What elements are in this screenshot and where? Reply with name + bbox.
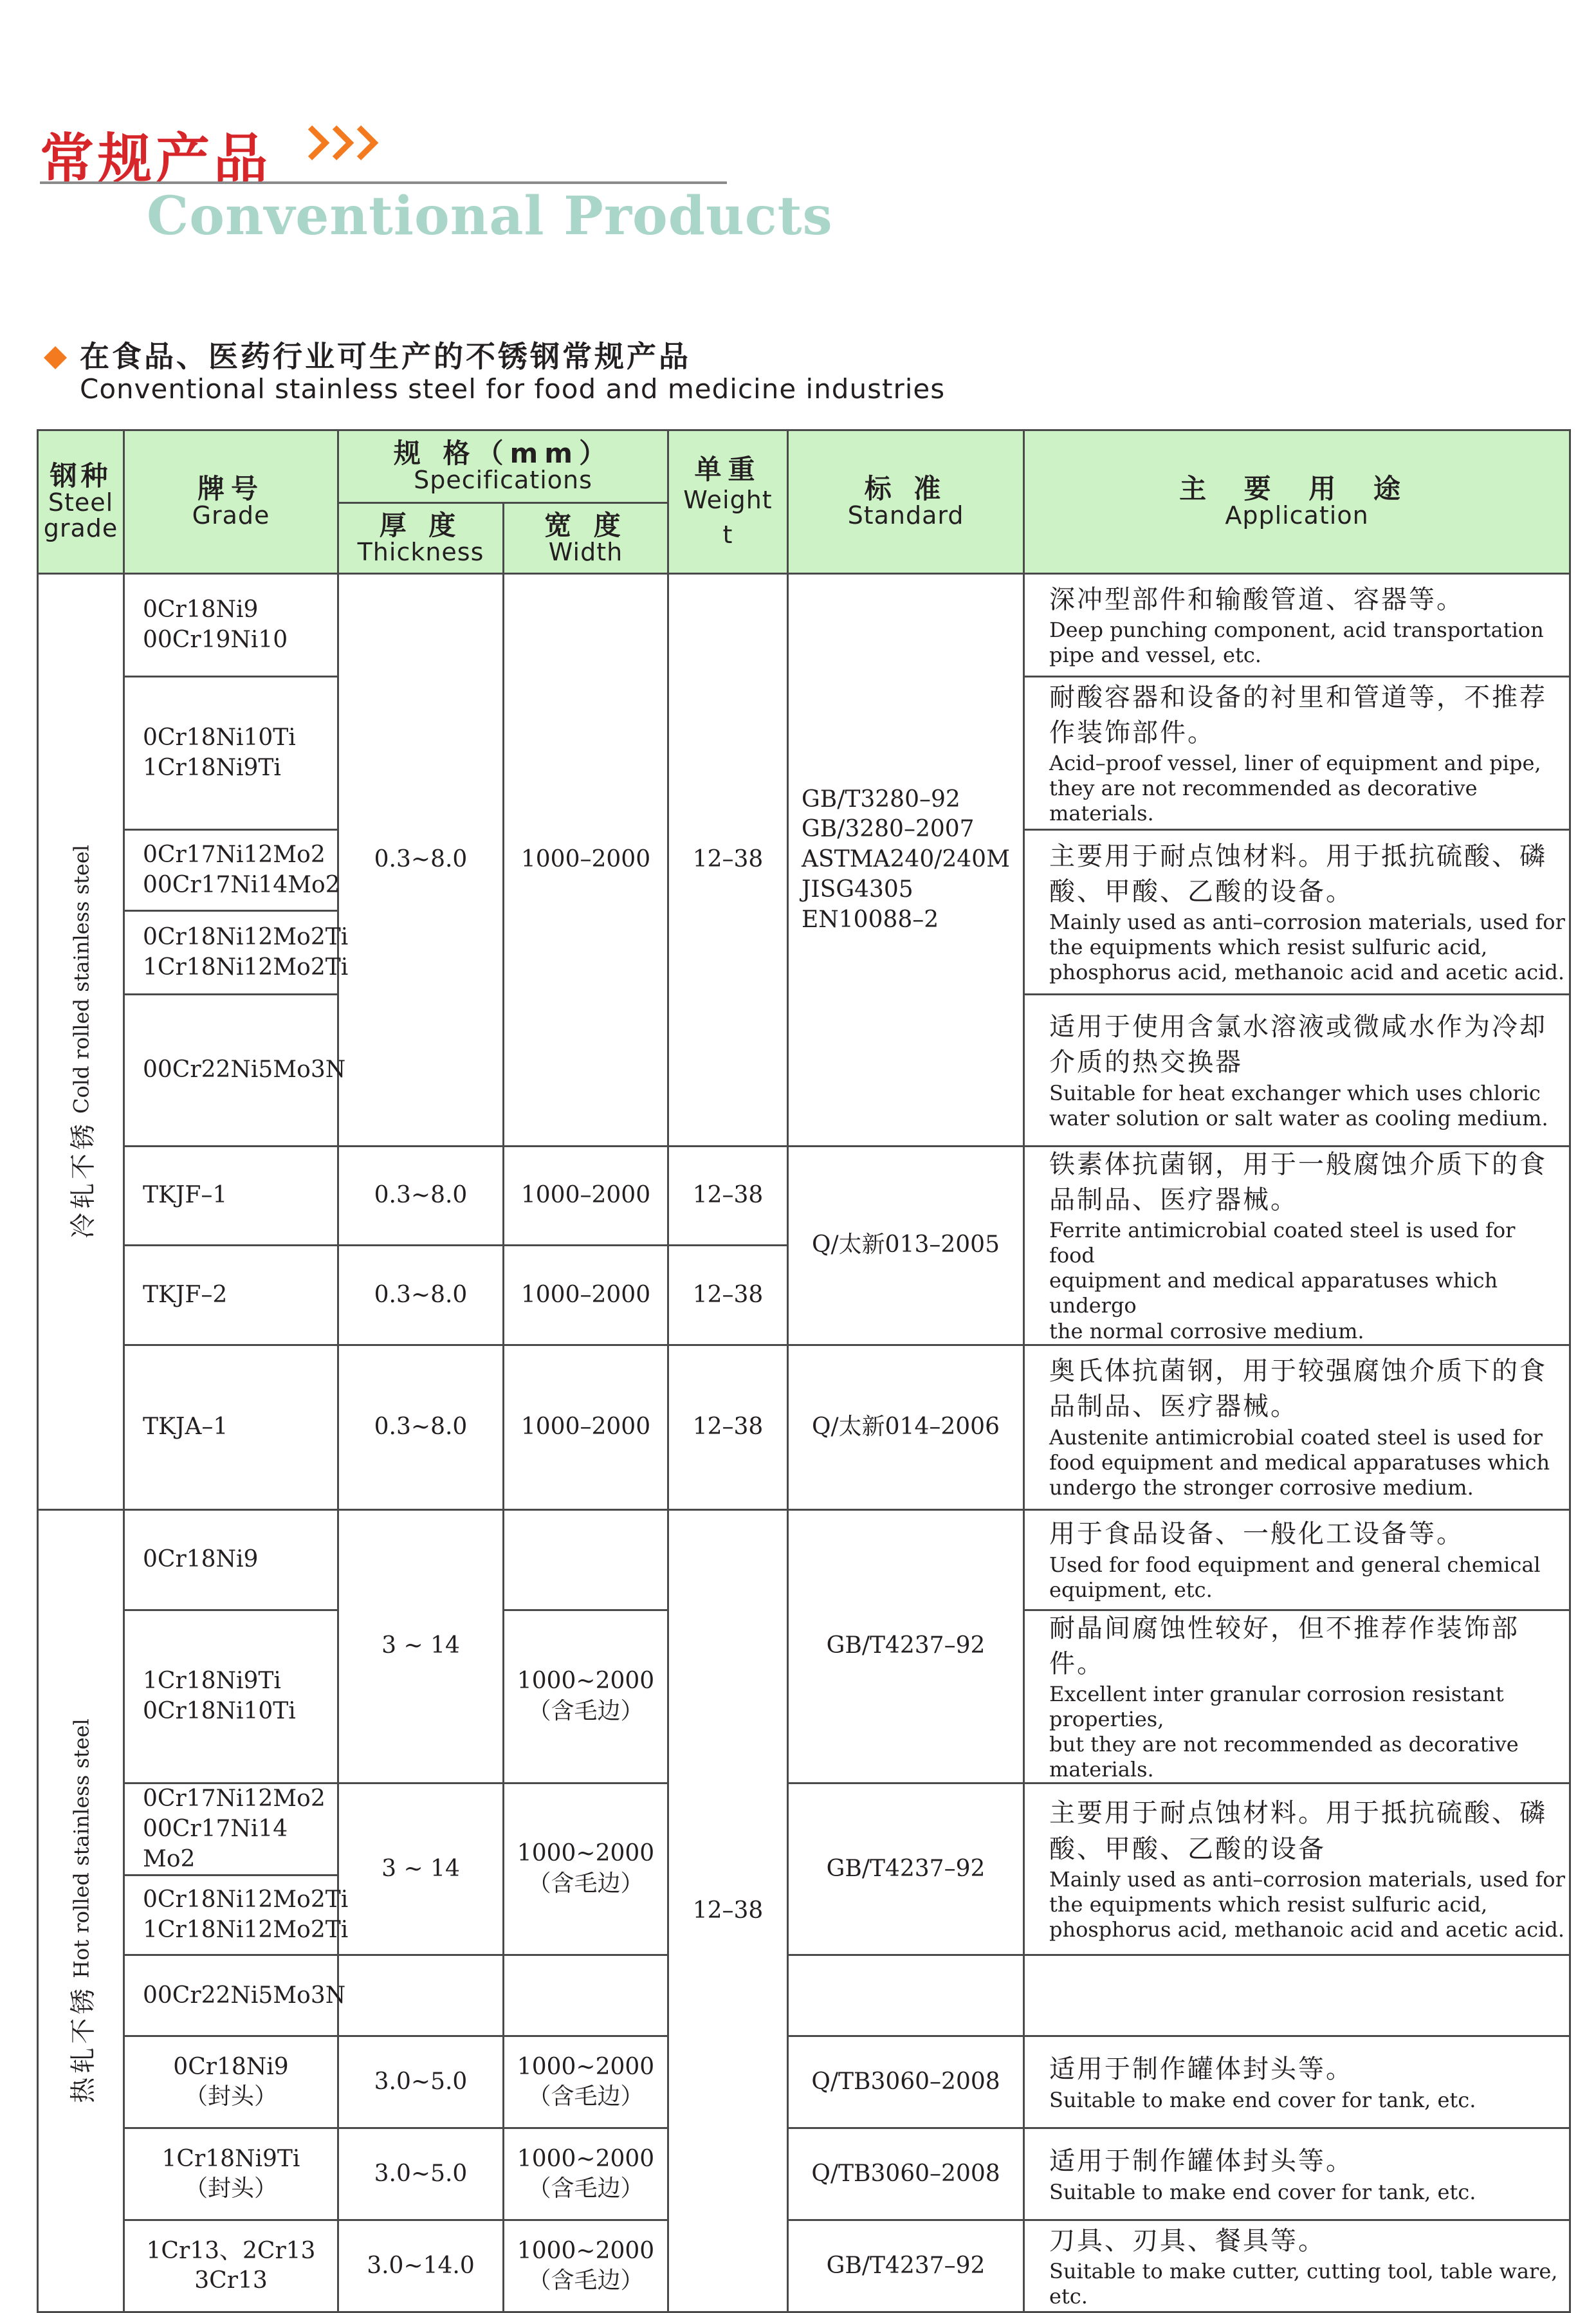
diamond-icon xyxy=(42,345,68,371)
standard-cell: GB/T4237–92 xyxy=(788,2220,1024,2312)
standard-cell: Q/TB3060–2008 xyxy=(788,2036,1024,2128)
thickness-cell: 3 ~ 14 xyxy=(338,1509,504,1783)
page-title-chinese: 常规产品 xyxy=(40,127,272,190)
table-row xyxy=(38,2036,1570,2128)
grade-cell: 0Cr18Ni9 00Cr19Ni10 xyxy=(124,574,338,677)
application-cell: 刀具、刃具、餐具等。 Suitable to make cutter, cutting tool, table ware, etc. xyxy=(1024,2220,1570,2312)
steel-type-hot: 热轧不锈 Hot rolled stainless steel xyxy=(38,1509,124,2312)
width-cell: 1000~2000 （含毛边） xyxy=(504,2036,668,2128)
application-cell: 适用于使用含氯水溶液或微咸水作为冷却 介质的热交换器 Suitable for heat exchanger which uses chloric water solution or salt water as cooling medium. xyxy=(1024,995,1570,1147)
grade-cell: 0Cr18Ni12Mo2Ti 1Cr18Ni12Mo2Ti xyxy=(124,1875,338,1955)
table-row xyxy=(38,2220,1570,2312)
chevron-right-triple-icon xyxy=(307,122,385,163)
width-cell: 1000–2000 xyxy=(504,1345,668,1509)
width-cell: 1000–2000 xyxy=(504,1246,668,1345)
grade-cell: 0Cr18Ni9 （封头） xyxy=(124,2036,338,2128)
thickness-cell: 0.3~8.0 xyxy=(338,1246,504,1345)
width-cell xyxy=(504,1955,668,2036)
table-row xyxy=(38,1147,1570,1246)
width-cell: 1000~2000 （含毛边） xyxy=(504,1610,668,1783)
application-cell: 耐酸容器和设备的衬里和管道等，不推荐 作装饰部件。 Acid–proof vessel, liner of equipment and pipe, they are not recommended as decorative materials. xyxy=(1024,677,1570,830)
grade-cell: 1Cr13、2Cr13 3Cr13 xyxy=(124,2220,338,2312)
standard-cell: Q/TB3060–2008 xyxy=(788,2128,1024,2220)
width-cell: 1000~2000 （含毛边） xyxy=(504,2128,668,2220)
grade-cell: 1Cr18Ni9Ti 0Cr18Ni10Ti xyxy=(124,1610,338,1783)
table-row xyxy=(38,1509,1570,1610)
application-cell: 用于食品设备、一般化工设备等。 Used for food equipment and general chemical equipment, etc. xyxy=(1024,1509,1570,1610)
grade-cell: 00Cr22Ni5Mo3N xyxy=(124,1955,338,2036)
width-cell xyxy=(504,1509,668,1610)
thickness-cell: 0.3~8.0 xyxy=(338,1345,504,1509)
standard-cell xyxy=(788,1955,1024,2036)
grade-cell: 0Cr17Ni12Mo2 00Cr17Ni14 Mo2 xyxy=(124,1783,338,1875)
thickness-cell xyxy=(338,1955,504,2036)
weight-cell: 12–38 xyxy=(668,1509,788,2312)
thickness-cell: 0.3~8.0 xyxy=(338,1147,504,1246)
header-width: 宽 度 Width xyxy=(504,503,668,574)
grade-cell: 0Cr18Ni12Mo2Ti 1Cr18Ni12Mo2Ti xyxy=(124,911,338,995)
header-standard: 标 准 Standard xyxy=(788,430,1024,574)
table-row xyxy=(38,574,1570,677)
width-cell: 1000–2000 xyxy=(504,574,668,1147)
standard-cell: GB/T4237–92 xyxy=(788,1783,1024,1955)
standard-cell: GB/T4237–92 xyxy=(788,1509,1024,1783)
application-cell: 深冲型部件和输酸管道、容器等。 Deep punching component, acid transportation pipe and vessel, etc. xyxy=(1024,574,1570,677)
width-cell: 1000~2000 （含毛边） xyxy=(504,1783,668,1955)
steel-type-cold: 冷轧不锈 Cold rolled stainless steel xyxy=(38,574,124,1510)
weight-cell: 12–38 xyxy=(668,574,788,1147)
grade-cell: 0Cr18Ni10Ti 1Cr18Ni9Ti xyxy=(124,677,338,830)
grade-cell: 0Cr17Ni12Mo2 00Cr17Ni14Mo2 xyxy=(124,830,338,911)
width-cell: 1000~2000 （含毛边） xyxy=(504,2220,668,2312)
standard-cell: Q/太新013–2005 xyxy=(788,1147,1024,1345)
page-title-english: Conventional Products xyxy=(147,185,833,247)
application-cell: 主要用于耐点蚀材料。用于抵抗硫酸、磷 酸、甲酸、乙酸的设备。 Mainly used as anti–corrosion materials, used for the equipments which resist sulfuric acid, phosphorus acid, methanoic acid and acetic acid. xyxy=(1024,830,1570,995)
thickness-cell: 3.0~14.0 xyxy=(338,2220,504,2312)
header-application: 主 要 用 途 Application xyxy=(1024,430,1570,574)
grade-cell: TKJA–1 xyxy=(124,1345,338,1509)
weight-cell: 12–38 xyxy=(668,1345,788,1509)
product-table xyxy=(37,429,1571,2313)
table-row xyxy=(38,2128,1570,2220)
grade-cell: TKJF–2 xyxy=(124,1246,338,1345)
header-grade: 牌号 Grade xyxy=(124,430,338,574)
header-specifications: 规 格（mm） Specifications xyxy=(338,430,668,503)
weight-cell: 12–38 xyxy=(668,1246,788,1345)
table-row xyxy=(38,1955,1570,2036)
application-cell: 主要用于耐点蚀材料。用于抵抗硫酸、磷 酸、甲酸、乙酸的设备 Mainly used as anti–corrosion materials, used for the equipments which resist sulfuric acid, phosphorus acid, methanoic acid and acetic acid. xyxy=(1024,1783,1570,1955)
section-heading-chinese: 在食品、医药行业可生产的不锈钢常规产品 xyxy=(80,339,691,374)
header-thickness: 厚 度 Thickness xyxy=(338,503,504,574)
grade-cell: 1Cr18Ni9Ti （封头） xyxy=(124,2128,338,2220)
application-cell: 适用于制作罐体封头等。 Suitable to make end cover for tank, etc. xyxy=(1024,2128,1570,2220)
header-weight: 单重 Weight t xyxy=(668,430,788,574)
application-cell: 铁素体抗菌钢，用于一般腐蚀介质下的食 品制品、医疗器械。 Ferrite antimicrobial coated steel is used for food equipment and medical apparatuses which undergo the normal corrosive medium. xyxy=(1024,1147,1570,1345)
section-heading-english: Conventional stainless steel for food and medicine industries xyxy=(80,373,946,405)
title-divider xyxy=(40,181,727,184)
application-cell xyxy=(1024,1955,1570,2036)
application-cell: 耐晶间腐蚀性较好，但不推荐作装饰部件。 Excellent inter granular corrosion resistant properties, but they are not recommended as decorative materials. xyxy=(1024,1610,1570,1783)
thickness-cell: 0.3~8.0 xyxy=(338,574,504,1147)
weight-cell: 12–38 xyxy=(668,1147,788,1246)
thickness-cell: 3 ~ 14 xyxy=(338,1783,504,1955)
thickness-cell: 3.0~5.0 xyxy=(338,2036,504,2128)
table-row xyxy=(38,1345,1570,1427)
application-cell: 奥氏体抗菌钢，用于较强腐蚀介质下的食 品制品、医疗器械。 Austenite antimicrobial coated steel is used for food equipment and medical apparatuses which undergo the stronger corrosive medium. xyxy=(1024,1345,1570,1509)
application-cell: 适用于制作罐体封头等。 Suitable to make end cover for tank, etc. xyxy=(1024,2036,1570,2128)
header-steel-grade: 钢种 Steel grade xyxy=(38,430,124,574)
table-row xyxy=(38,1783,1570,1875)
standard-cell: Q/太新014–2006 xyxy=(788,1345,1024,1509)
standard-cell: GB/T3280–92 GB/3280–2007 ASTMA240/240M JISG4305 EN10088–2 xyxy=(788,574,1024,1147)
grade-cell: TKJF–1 xyxy=(124,1147,338,1246)
grade-cell: 0Cr18Ni9 xyxy=(124,1509,338,1610)
grade-cell: 00Cr22Ni5Mo3N xyxy=(124,995,338,1147)
width-cell: 1000–2000 xyxy=(504,1147,668,1246)
thickness-cell: 3.0~5.0 xyxy=(338,2128,504,2220)
